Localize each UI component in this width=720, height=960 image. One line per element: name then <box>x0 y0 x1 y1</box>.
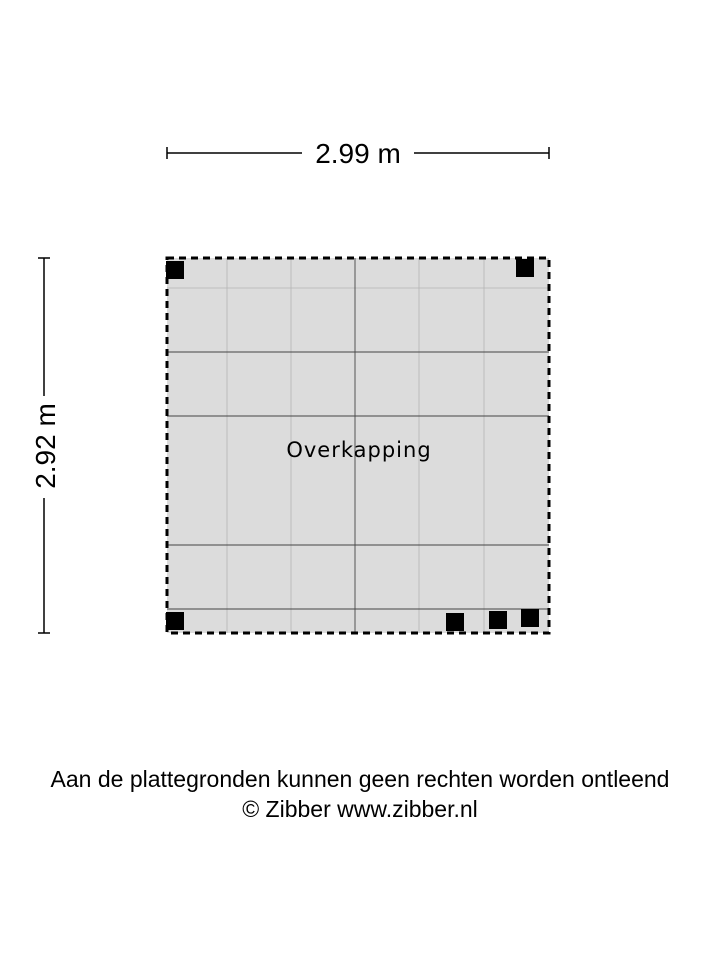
height-label: 2.92 m <box>30 403 61 489</box>
post-bottom-1 <box>446 613 464 631</box>
post-bottom-left <box>166 612 184 630</box>
width-label: 2.99 m <box>315 138 401 169</box>
copyright-text: © Zibber www.zibber.nl <box>242 796 478 822</box>
post-top-left <box>166 261 184 279</box>
post-top-right <box>516 259 534 277</box>
width-dimension <box>167 138 549 169</box>
post-bottom-2 <box>489 611 507 629</box>
height-dimension <box>30 258 61 633</box>
disclaimer-text: Aan de plattegronden kunnen geen rechten worden ontleend <box>50 766 670 792</box>
room-label: Overkapping <box>286 438 432 462</box>
post-bottom-3 <box>521 609 539 627</box>
room-overkapping <box>166 258 549 633</box>
